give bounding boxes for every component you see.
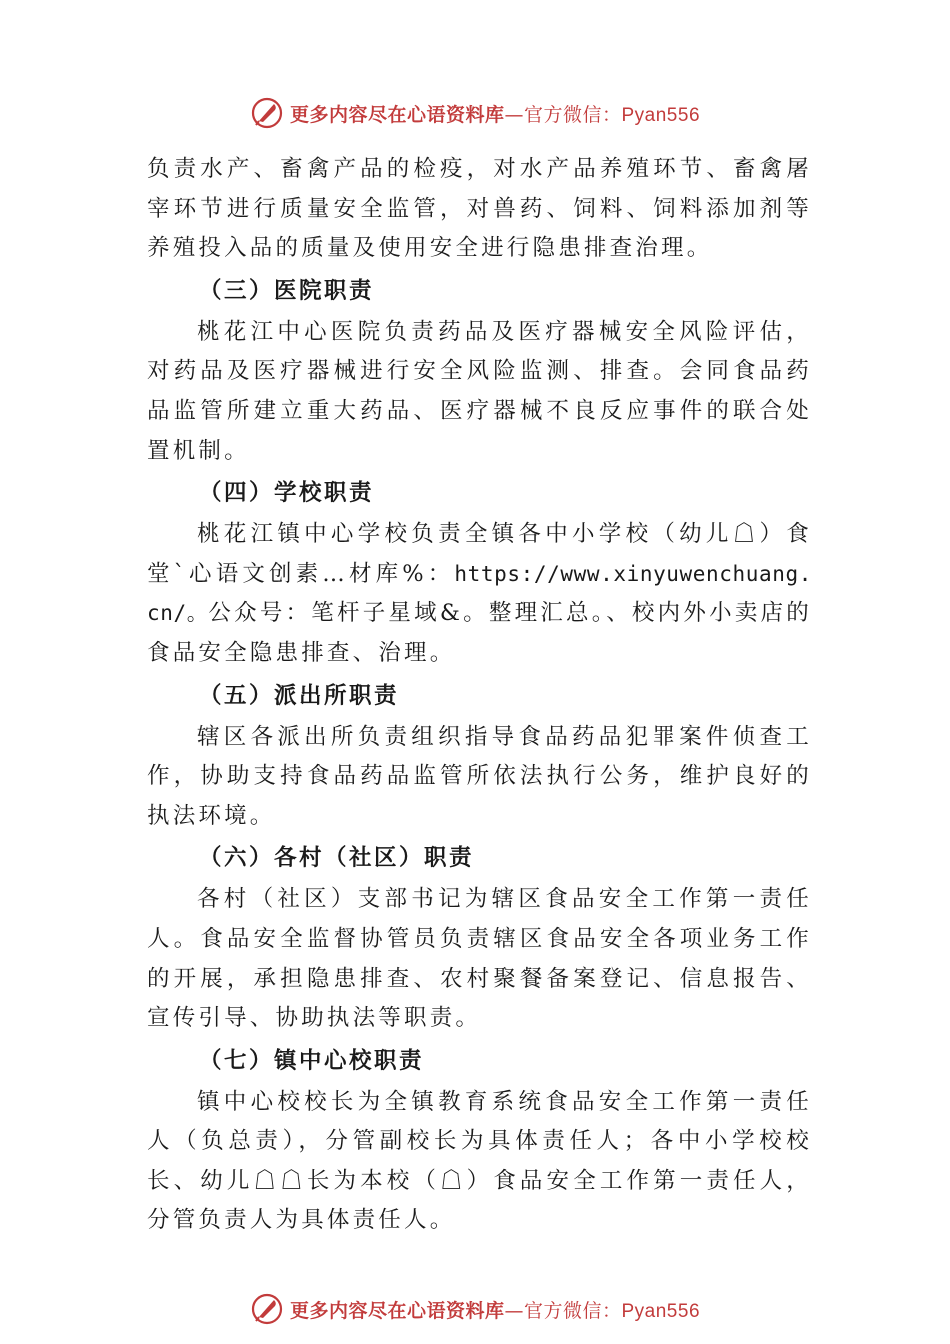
banner-main-text: 更多内容尽在心语资料库 [289, 103, 505, 126]
banner-text [290, 100, 700, 127]
banner-dash: — [504, 1299, 524, 1322]
banner-dash: — [504, 103, 524, 126]
paragraph-school-part2: 公众号：笔杆子星域&。整理汇总。、校内外小卖店的食品安全隐患排查、治理。 [147, 600, 812, 666]
heading-town-school: （七）镇中心校职责 [199, 1047, 425, 1074]
paragraph-hospital: 桃花江中心医院负责药品及医疗器械安全风险评估，对药品及医疗器械进行安全风险监测、排查。会同食品药品监管所建立重大药品、医疗器械不良反应事件的联合处置机制。 [147, 318, 812, 464]
paragraph-police: 辖区各派出所负责组织指导食品药品犯罪案件侦查工作，协助支持食品药品监管所依法执行公务，维护良好的执法环境。 [147, 723, 812, 829]
quill-pen-icon [250, 1292, 284, 1326]
heading-police: （五）派出所职责 [199, 682, 400, 709]
paragraph-school [147, 515, 812, 673]
heading-hospital: （三）医院职责 [199, 277, 375, 304]
banner-wechat-id: Pyan556 [621, 1300, 701, 1322]
header-banner [0, 93, 950, 133]
heading-village: （六）各村（社区）职责 [199, 845, 475, 872]
paragraph-school-part1: 桃花江镇中心学校负责全镇各中小学校（幼儿☖）食堂`心语文创素…材库%： [147, 521, 812, 587]
document-body [147, 150, 812, 1241]
banner-wechat-id: Pyan556 [621, 104, 701, 126]
paragraph-village: 各村（社区）支部书记为辖区食品安全工作第一责任人。食品安全监督协管员负责辖区食品安全各项业务工作的开展，承担隐患排查、农村聚餐备案登记、信息报告、宣传引导、协助执法等职责。 [147, 886, 812, 1032]
footer-banner [0, 1289, 950, 1329]
quill-pen-icon [250, 96, 284, 130]
banner-text [290, 1296, 700, 1323]
heading-school: （四）学校职责 [199, 480, 375, 507]
banner-sub-text: 官方微信： [523, 103, 622, 126]
paragraph-school-url: https://www.xinyuwenchuang.cn/。 [147, 561, 812, 626]
banner-sub-text: 官方微信： [523, 1299, 622, 1322]
banner-main-text: 更多内容尽在心语资料库 [289, 1299, 505, 1322]
paragraph-town-school: 镇中心校校长为全镇教育系统食品安全工作第一责任人（负总责），分管副校长为具体责任人；各中小学校校长、幼儿☖☖长为本校（☖）食品安全工作第一责任人，分管负责人为具体责任人。 [147, 1088, 812, 1234]
paragraph-aquatic: 负责水产、畜禽产品的检疫，对水产品养殖环节、畜禽屠宰环节进行质量安全监管，对兽药、饲料、饲料添加剂等养殖投入品的质量及使用安全进行隐患排查治理。 [147, 156, 812, 262]
